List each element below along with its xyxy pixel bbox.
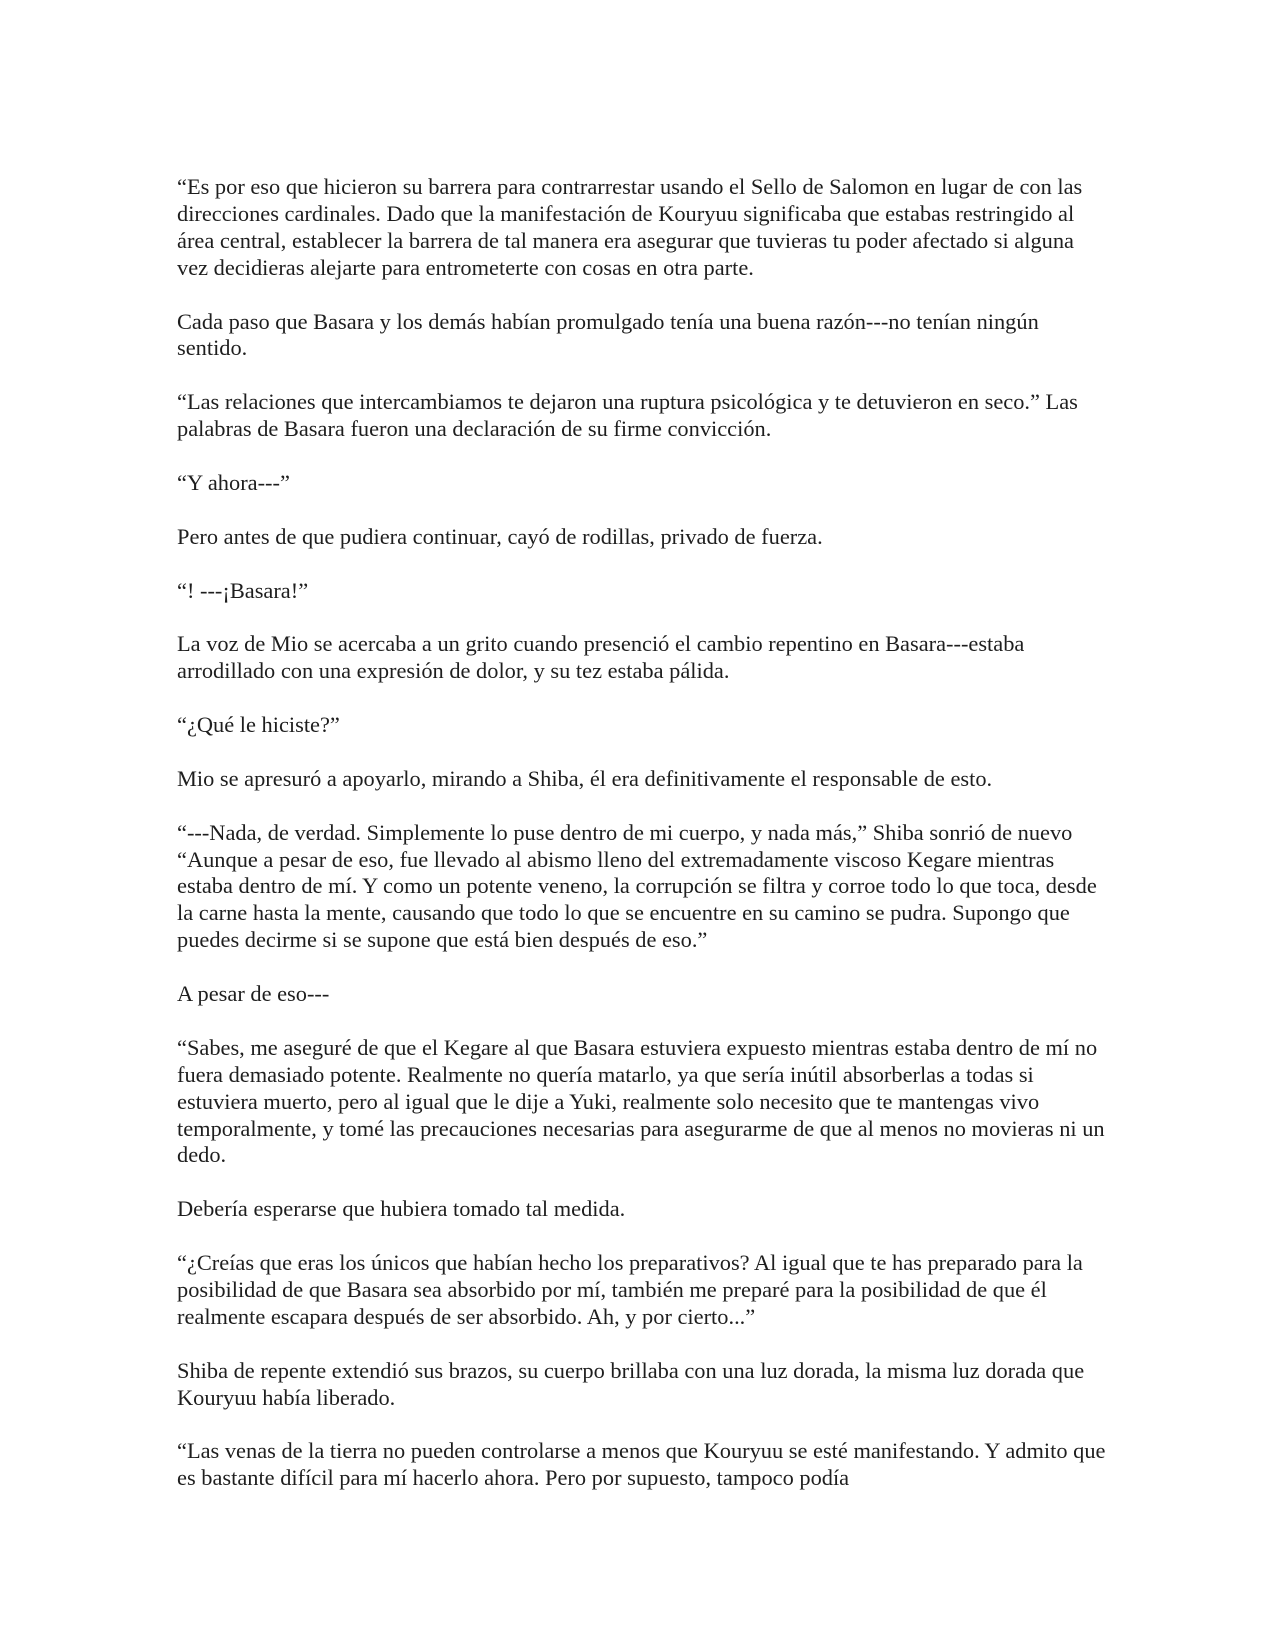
paragraph: “Las venas de la tierra no pueden controlarse a menos que Kouryuu se esté manifestando. Y admito que es bastante difícil para mí hacerlo ahora. Pero por supuesto, tampoco podía bbox=[177, 1438, 1106, 1491]
paragraph: “Sabes, me aseguré de que el Kegare al que Basara estuviera expuesto mientras estaba dentro de mí no fuera demasiado potente. Realmente no quería matarlo, ya que sería inútil absorberlas a todas si estuviera muerto, pero al igual que le dije a Yuki, realmente solo necesito que te mantengas vivo temporalmente, y tomé las precauciones necesarias para asegurarme de que al menos no movieras ni un dedo. bbox=[177, 1034, 1105, 1168]
paragraph: Shiba de repente extendió sus brazos, su cuerpo brillaba con una luz dorada, la misma luz dorada que Kouryuu había liberado. bbox=[177, 1357, 1085, 1410]
paragraph: Debería esperarse que hubiera tomado tal medida. bbox=[177, 1196, 626, 1222]
paragraph: “! ---¡Basara!” bbox=[177, 577, 309, 603]
paragraph: Mio se apresuró a apoyarlo, mirando a Shiba, él era definitivamente el responsable de esto. bbox=[177, 765, 993, 791]
paragraph: “Las relaciones que intercambiamos te dejaron una ruptura psicológica y te detuvieron en seco.” Las palabras de Basara fueron una declaración de su firme convicción. bbox=[177, 389, 1078, 442]
paragraph: “---Nada, de verdad. Simplemente lo puse dentro de mi cuerpo, y nada más,” Shiba sonrió de nuevo “Aunque a pesar de eso, fue llevado al abismo lleno del extremadamente viscoso Kegare mientras estaba dentro de mí. Y como un potente veneno, la corrupción se filtra y corroe todo lo que toca, desde la carne hasta la mente, causando que todo lo que se encuentre en su camino se pudra. Supongo que puedes decirme si se supone que está bien después de eso.” bbox=[177, 819, 1097, 953]
paragraph: “¿Qué le hiciste?” bbox=[177, 712, 340, 738]
paragraph: “¿Creías que eras los únicos que habían hecho los preparativos? Al igual que te has preparado para la posibilidad de que Basara sea absorbido por mí, también me preparé para la posibilidad de que él realmente escapara después de ser absorbido. Ah, y por cierto...” bbox=[177, 1250, 1083, 1329]
paragraph: “Es por eso que hicieron su barrera para contrarrestar usando el Sello de Salomon en lugar de con las direcciones cardinales. Dado que la manifestación de Kouryuu significaba que estabas restringido al área central, establecer la barrera de tal manera era asegurar que tuvieras tu poder afectado si alguna vez decidieras alejarte para entrometerte con cosas en otra parte. bbox=[177, 174, 1083, 280]
document-body bbox=[177, 174, 1107, 1492]
paragraph: A pesar de eso--- bbox=[177, 981, 330, 1007]
paragraph: Pero antes de que pudiera continuar, cayó de rodillas, privado de fuerza. bbox=[177, 523, 823, 549]
paragraph: “Y ahora---” bbox=[177, 469, 290, 495]
paragraph: Cada paso que Basara y los demás habían promulgado tenía una buena razón---no tenían ningún sentido. bbox=[177, 308, 1039, 361]
paragraph: La voz de Mio se acercaba a un grito cuando presenció el cambio repentino en Basara---estaba arrodillado con una expresión de dolor, y su tez estaba pálida. bbox=[177, 631, 1025, 684]
